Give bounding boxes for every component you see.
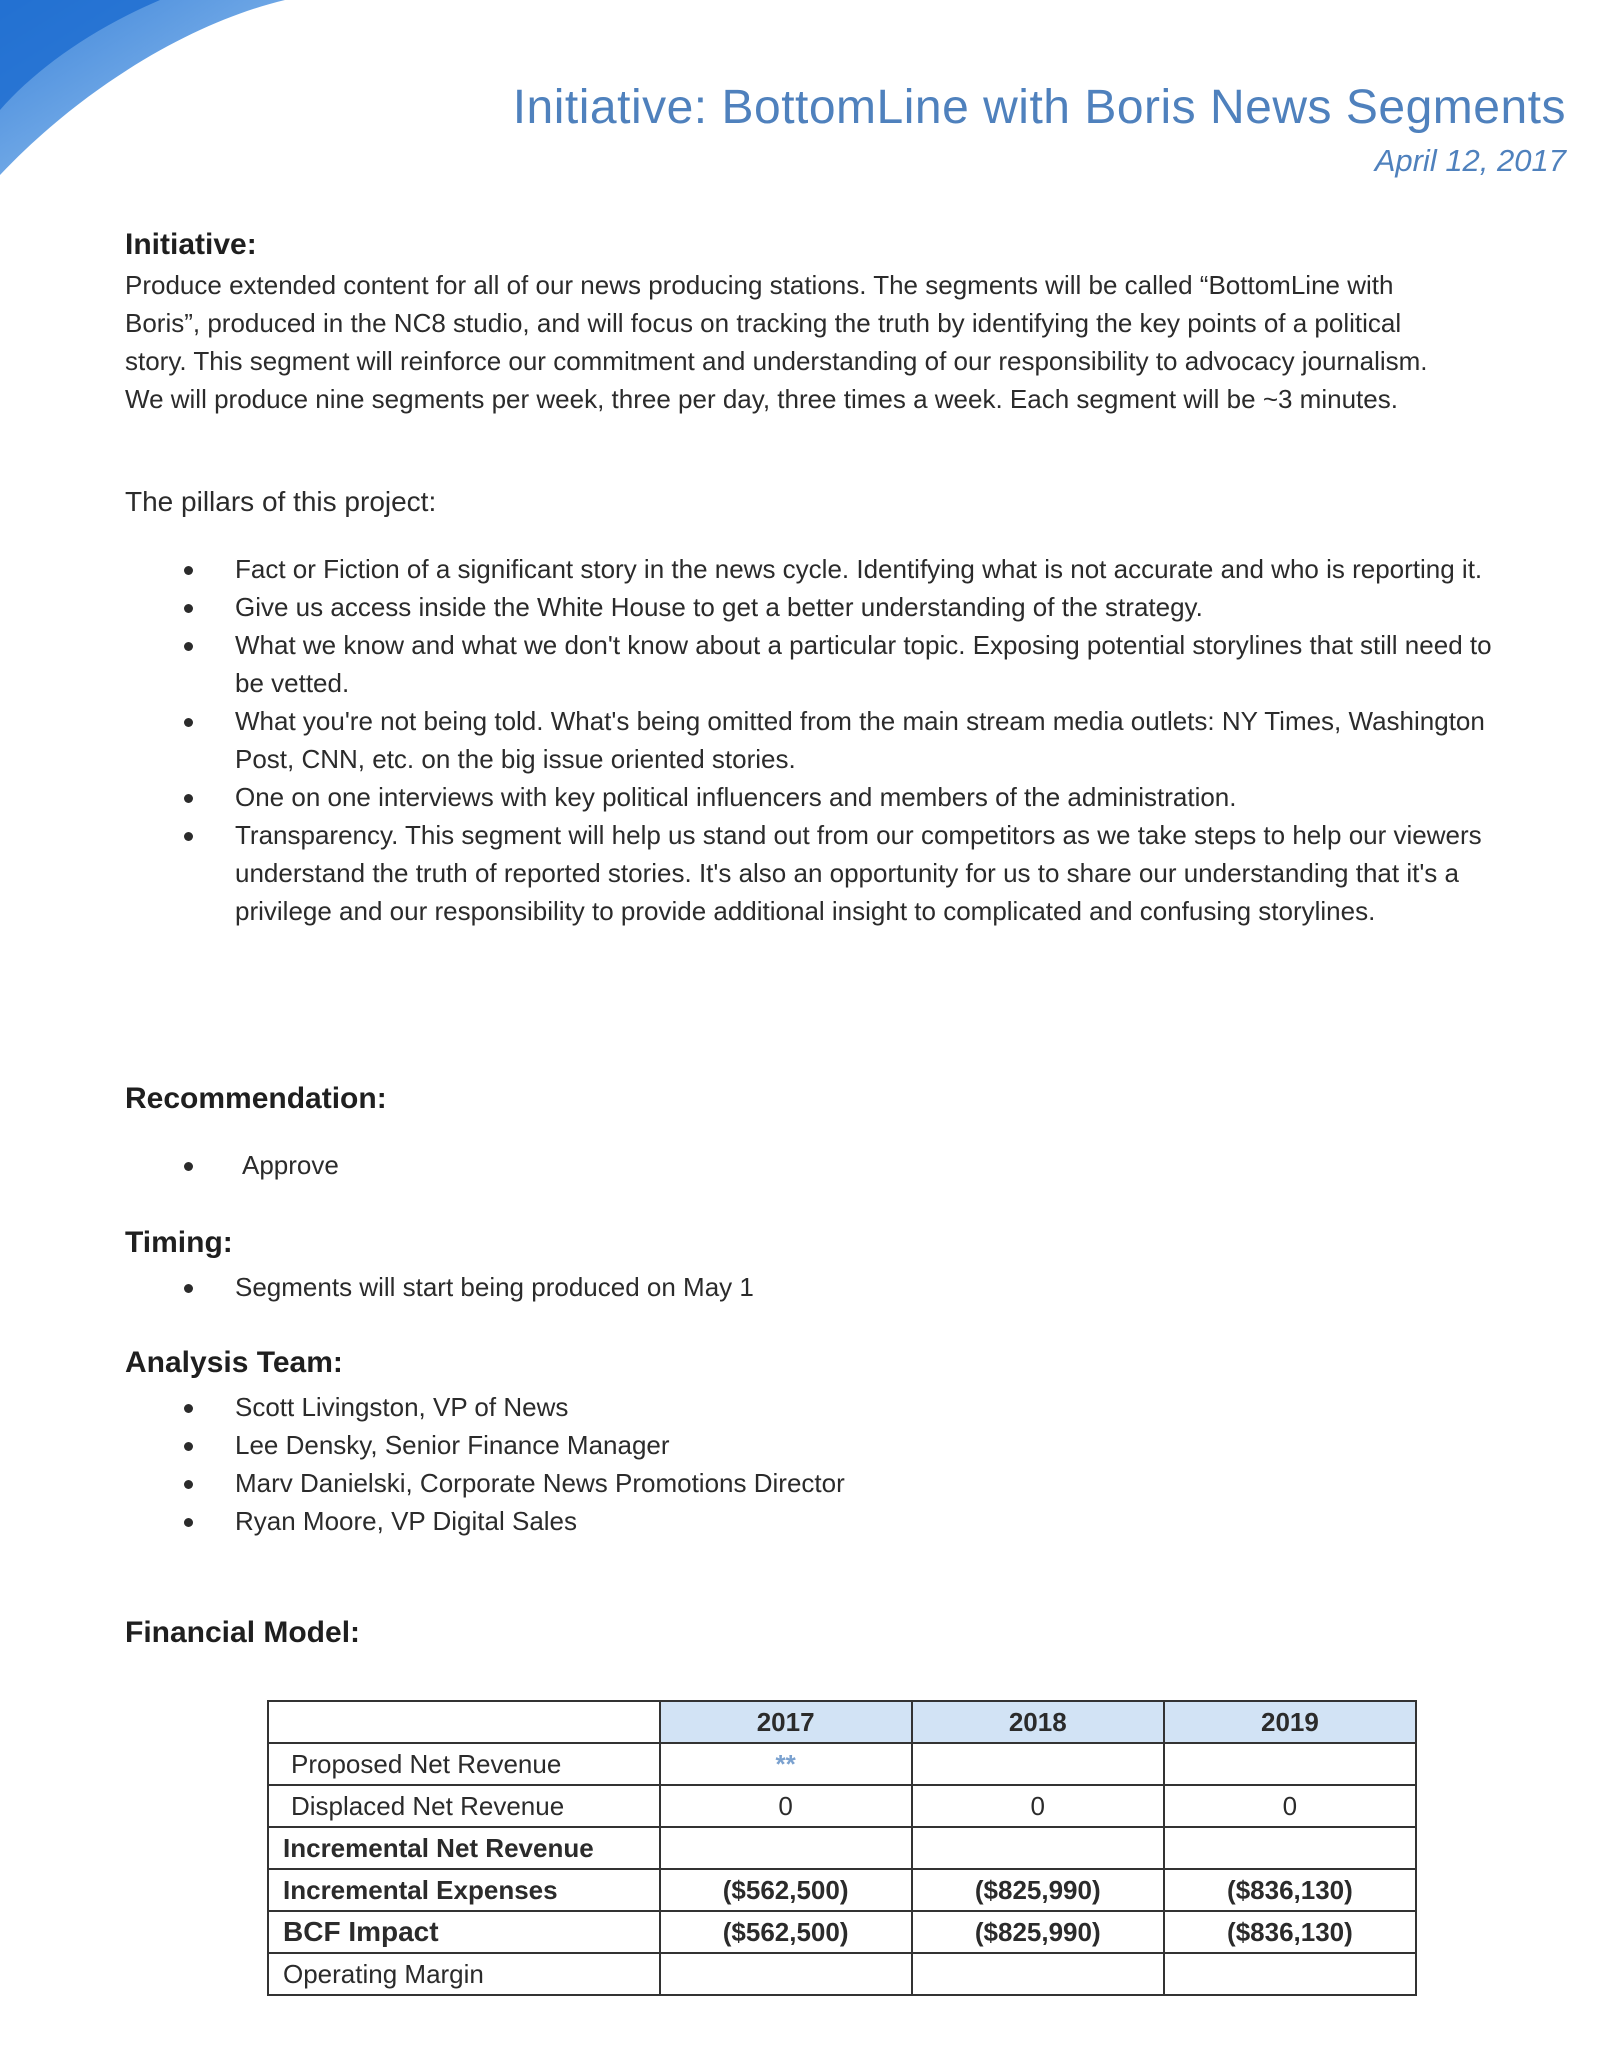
recommendation-heading: Recommendation: (125, 1082, 387, 1115)
table-cell (912, 1743, 1164, 1785)
year-header: 2019 (1164, 1701, 1416, 1743)
table-cell: ** (660, 1743, 912, 1785)
year-header: 2017 (660, 1701, 912, 1743)
table-row (268, 1785, 1416, 1827)
list-item: What we know and what we don't know about a particular topic. Exposing potential storylines that still need to be vetted. (180, 626, 1520, 702)
financial-table (267, 1700, 1417, 1996)
table-cell (1164, 1743, 1416, 1785)
table-row (268, 1953, 1416, 1995)
pillars-intro: The pillars of this project: (125, 486, 437, 517)
list-item: Lee Densky, Senior Finance Manager (180, 1426, 1560, 1464)
list-item: What you're not being told. What's being omitted from the main stream media outlets: NY Times, Washington Post, CNN, etc. on the big issue oriented stories. (180, 702, 1520, 778)
table-cell: ($825,990) (912, 1911, 1164, 1953)
table-cell: 0 (912, 1785, 1164, 1827)
list-item: Fact or Fiction of a significant story in the news cycle. Identifying what is not accurate and who is reporting it. (180, 550, 1520, 588)
list-item: Segments will start being produced on May 1 (180, 1268, 1560, 1306)
table-row (268, 1869, 1416, 1911)
list-item: Transparency. This segment will help us stand out from our competitors as we take steps to help our viewers understand the truth of reported stories. It's also an opportunity for us to share our understanding that it's a privilege and our responsibility to provide additional insight to complicated and confusing storylines. (180, 816, 1520, 930)
table-row (268, 1743, 1416, 1785)
table-cell: ($562,500) (660, 1869, 912, 1911)
corner-decoration (0, 0, 300, 200)
year-header: 2018 (912, 1701, 1164, 1743)
table-cell (912, 1953, 1164, 1995)
list-item: Approve (180, 1146, 1560, 1184)
table-corner-cell (268, 1701, 660, 1743)
table-row (268, 1827, 1416, 1869)
initiative-line: Boris”, produced in the NC8 studio, and will focus on tracking the truth by identifying the key points of a political (125, 308, 1402, 338)
document-date: April 12, 2017 (1374, 143, 1566, 178)
row-label: Displaced Net Revenue (268, 1785, 660, 1827)
analysis-team-list (180, 1388, 1560, 1540)
table-cell: 0 (1164, 1785, 1416, 1827)
table-cell: 0 (660, 1785, 912, 1827)
table-cell (660, 1827, 912, 1869)
document-header (513, 80, 1566, 179)
table-row (268, 1911, 1416, 1953)
timing-heading: Timing: (125, 1226, 233, 1259)
list-item: Scott Livingston, VP of News (180, 1388, 1560, 1426)
table-cell: ($562,500) (660, 1911, 912, 1953)
table-cell: ($836,130) (1164, 1869, 1416, 1911)
row-label: Proposed Net Revenue (268, 1743, 660, 1785)
financial-model-heading: Financial Model: (125, 1616, 361, 1649)
row-label: Incremental Net Revenue (268, 1827, 660, 1869)
initiative-paragraph (125, 266, 1555, 418)
row-label: BCF Impact (268, 1911, 660, 1953)
recommendation-list (180, 1146, 1560, 1184)
row-label: Incremental Expenses (268, 1869, 660, 1911)
initiative-line: story. This segment will reinforce our commitment and understanding of our responsibility to advocacy journalism. (125, 346, 1428, 376)
list-item: Ryan Moore, VP Digital Sales (180, 1502, 1560, 1540)
row-label: Operating Margin (268, 1953, 660, 1995)
table-cell: ($825,990) (912, 1869, 1164, 1911)
initiative-heading: Initiative: (125, 228, 257, 261)
table-cell (912, 1827, 1164, 1869)
initiative-line: We will produce nine segments per week, three per day, three times a week. Each segment will be ~3 minutes. (125, 384, 1398, 414)
list-item: Give us access inside the White House to get a better understanding of the strategy. (180, 588, 1520, 626)
table-header-row (268, 1701, 1416, 1743)
pillars-list (180, 550, 1520, 930)
table-cell (660, 1953, 912, 1995)
timing-list (180, 1268, 1560, 1306)
initiative-line: Produce extended content for all of our news producing stations. The segments will be called “BottomLine with (125, 270, 1394, 300)
table-cell (1164, 1827, 1416, 1869)
table-cell (1164, 1953, 1416, 1995)
list-item: One on one interviews with key political influencers and members of the administration. (180, 778, 1520, 816)
table-cell: ($836,130) (1164, 1911, 1416, 1953)
document-title: Initiative: BottomLine with Boris News Segments (512, 81, 1566, 134)
analysis-team-heading: Analysis Team: (125, 1346, 343, 1379)
list-item: Marv Danielski, Corporate News Promotions Director (180, 1464, 1560, 1502)
